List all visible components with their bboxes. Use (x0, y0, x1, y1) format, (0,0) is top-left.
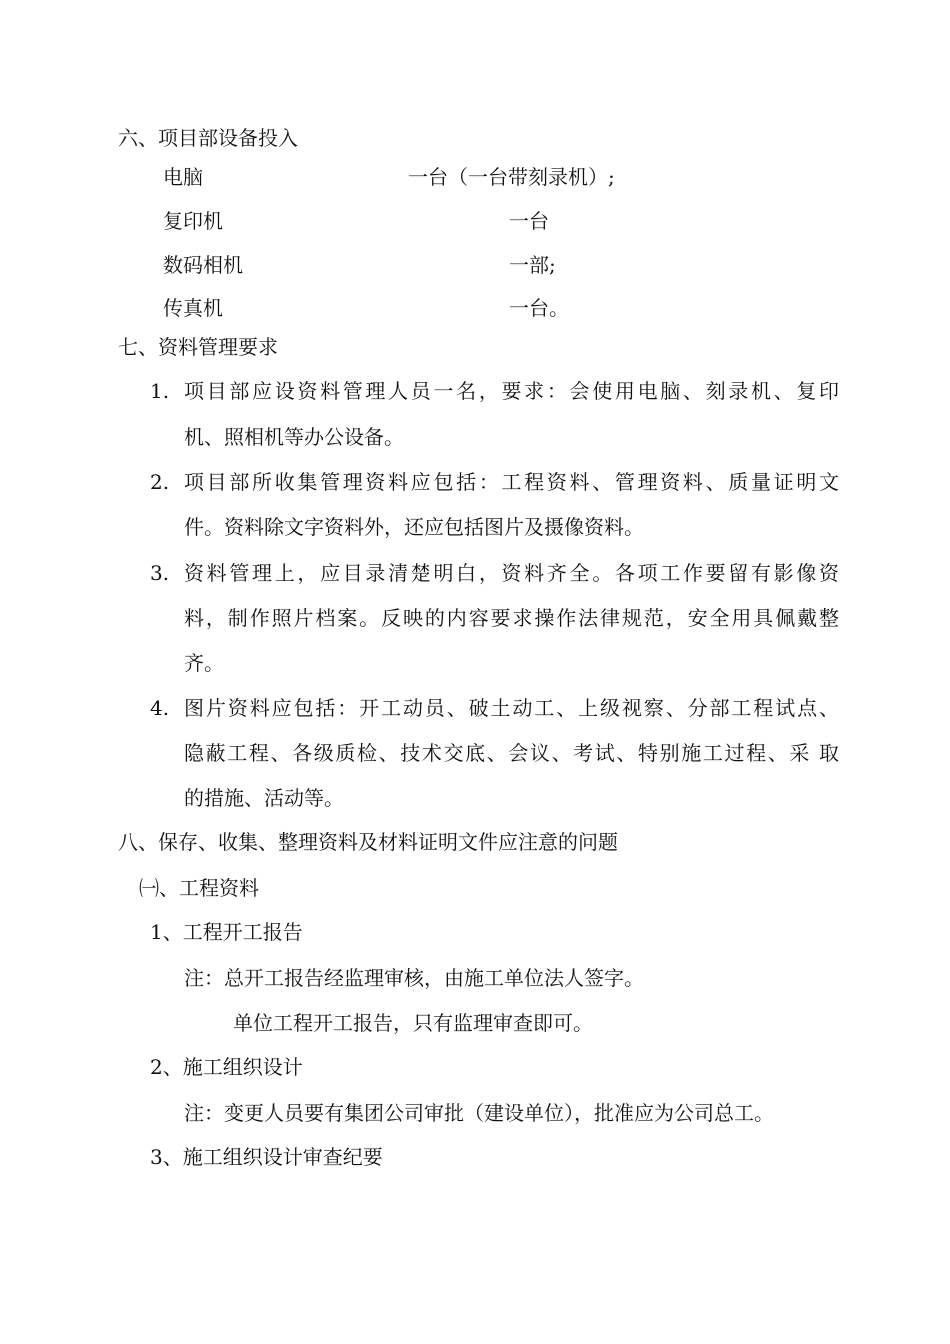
note-text: 注：总开工报告经监理审核，由施工单位法人签字。 (184, 966, 644, 990)
item-text-line: 机、照相机等办公设备。 (184, 425, 404, 449)
item-number: 3. (150, 561, 170, 585)
section-6-heading: 六、项目部设备投入 (118, 126, 298, 150)
item-text-line: 资料管理上，应目录清楚明白，资料齐全。各项工作要留有影像资 (184, 561, 839, 585)
item-number: 2. (150, 470, 170, 494)
sub-item-heading: 2、施工组织设计 (150, 1055, 303, 1079)
equipment-name-computer: 电脑 (163, 165, 203, 189)
item-text-line: 件。资料除文字资料外，还应包括图片及摄像资料。 (184, 515, 644, 539)
section-8-heading: 八、保存、收集、整理资料及材料证明文件应注意的问题 (118, 830, 618, 854)
item-text-line: 项目部应设资料管理人员一名，要求：会使用电脑、刻录机、复印 (184, 379, 839, 403)
sub-item-heading: 1、工程开工报告 (150, 920, 303, 944)
item-text-line: 项目部所收集管理资料应包括：工程资料、管理资料、质量证明文 (184, 470, 839, 494)
item-text-line: 图片资料应包括：开工动员、破土动工、上级视察、分部工程试点、 (184, 696, 839, 720)
note-text: 单位工程开工报告，只有监理审查即可。 (233, 1011, 593, 1035)
item-text-line: 的措施、活动等。 (184, 786, 344, 810)
subsection-heading: ㈠、工程资料 (139, 876, 259, 900)
item-text-line: 齐。 (184, 651, 224, 675)
equipment-name-copier: 复印机 (163, 209, 223, 233)
note-text: 注：变更人员要有集团公司审批（建设单位），批准应为公司总工。 (184, 1101, 774, 1125)
equipment-qty-camera: 一部; (509, 253, 556, 277)
sub-item-heading: 3、施工组织设计审查纪要 (150, 1145, 383, 1169)
equipment-name-camera: 数码相机 (163, 253, 243, 277)
item-text-line: 隐蔽工程、各级质检、技术交底、会议、考试、特别施工过程、采 取 (184, 741, 839, 765)
equipment-qty-copier: 一台 (509, 209, 549, 233)
equipment-name-fax: 传真机 (163, 296, 223, 320)
equipment-qty-computer: 一台（一台带刻录机）; (408, 165, 615, 189)
item-number: 4. (150, 696, 170, 720)
item-text-line: 料，制作照片档案。反映的内容要求操作法律规范，安全用具佩戴整 (184, 606, 839, 630)
item-number: 1. (150, 379, 170, 403)
equipment-qty-fax: 一台。 (509, 296, 569, 320)
section-7-heading: 七、资料管理要求 (118, 335, 278, 359)
